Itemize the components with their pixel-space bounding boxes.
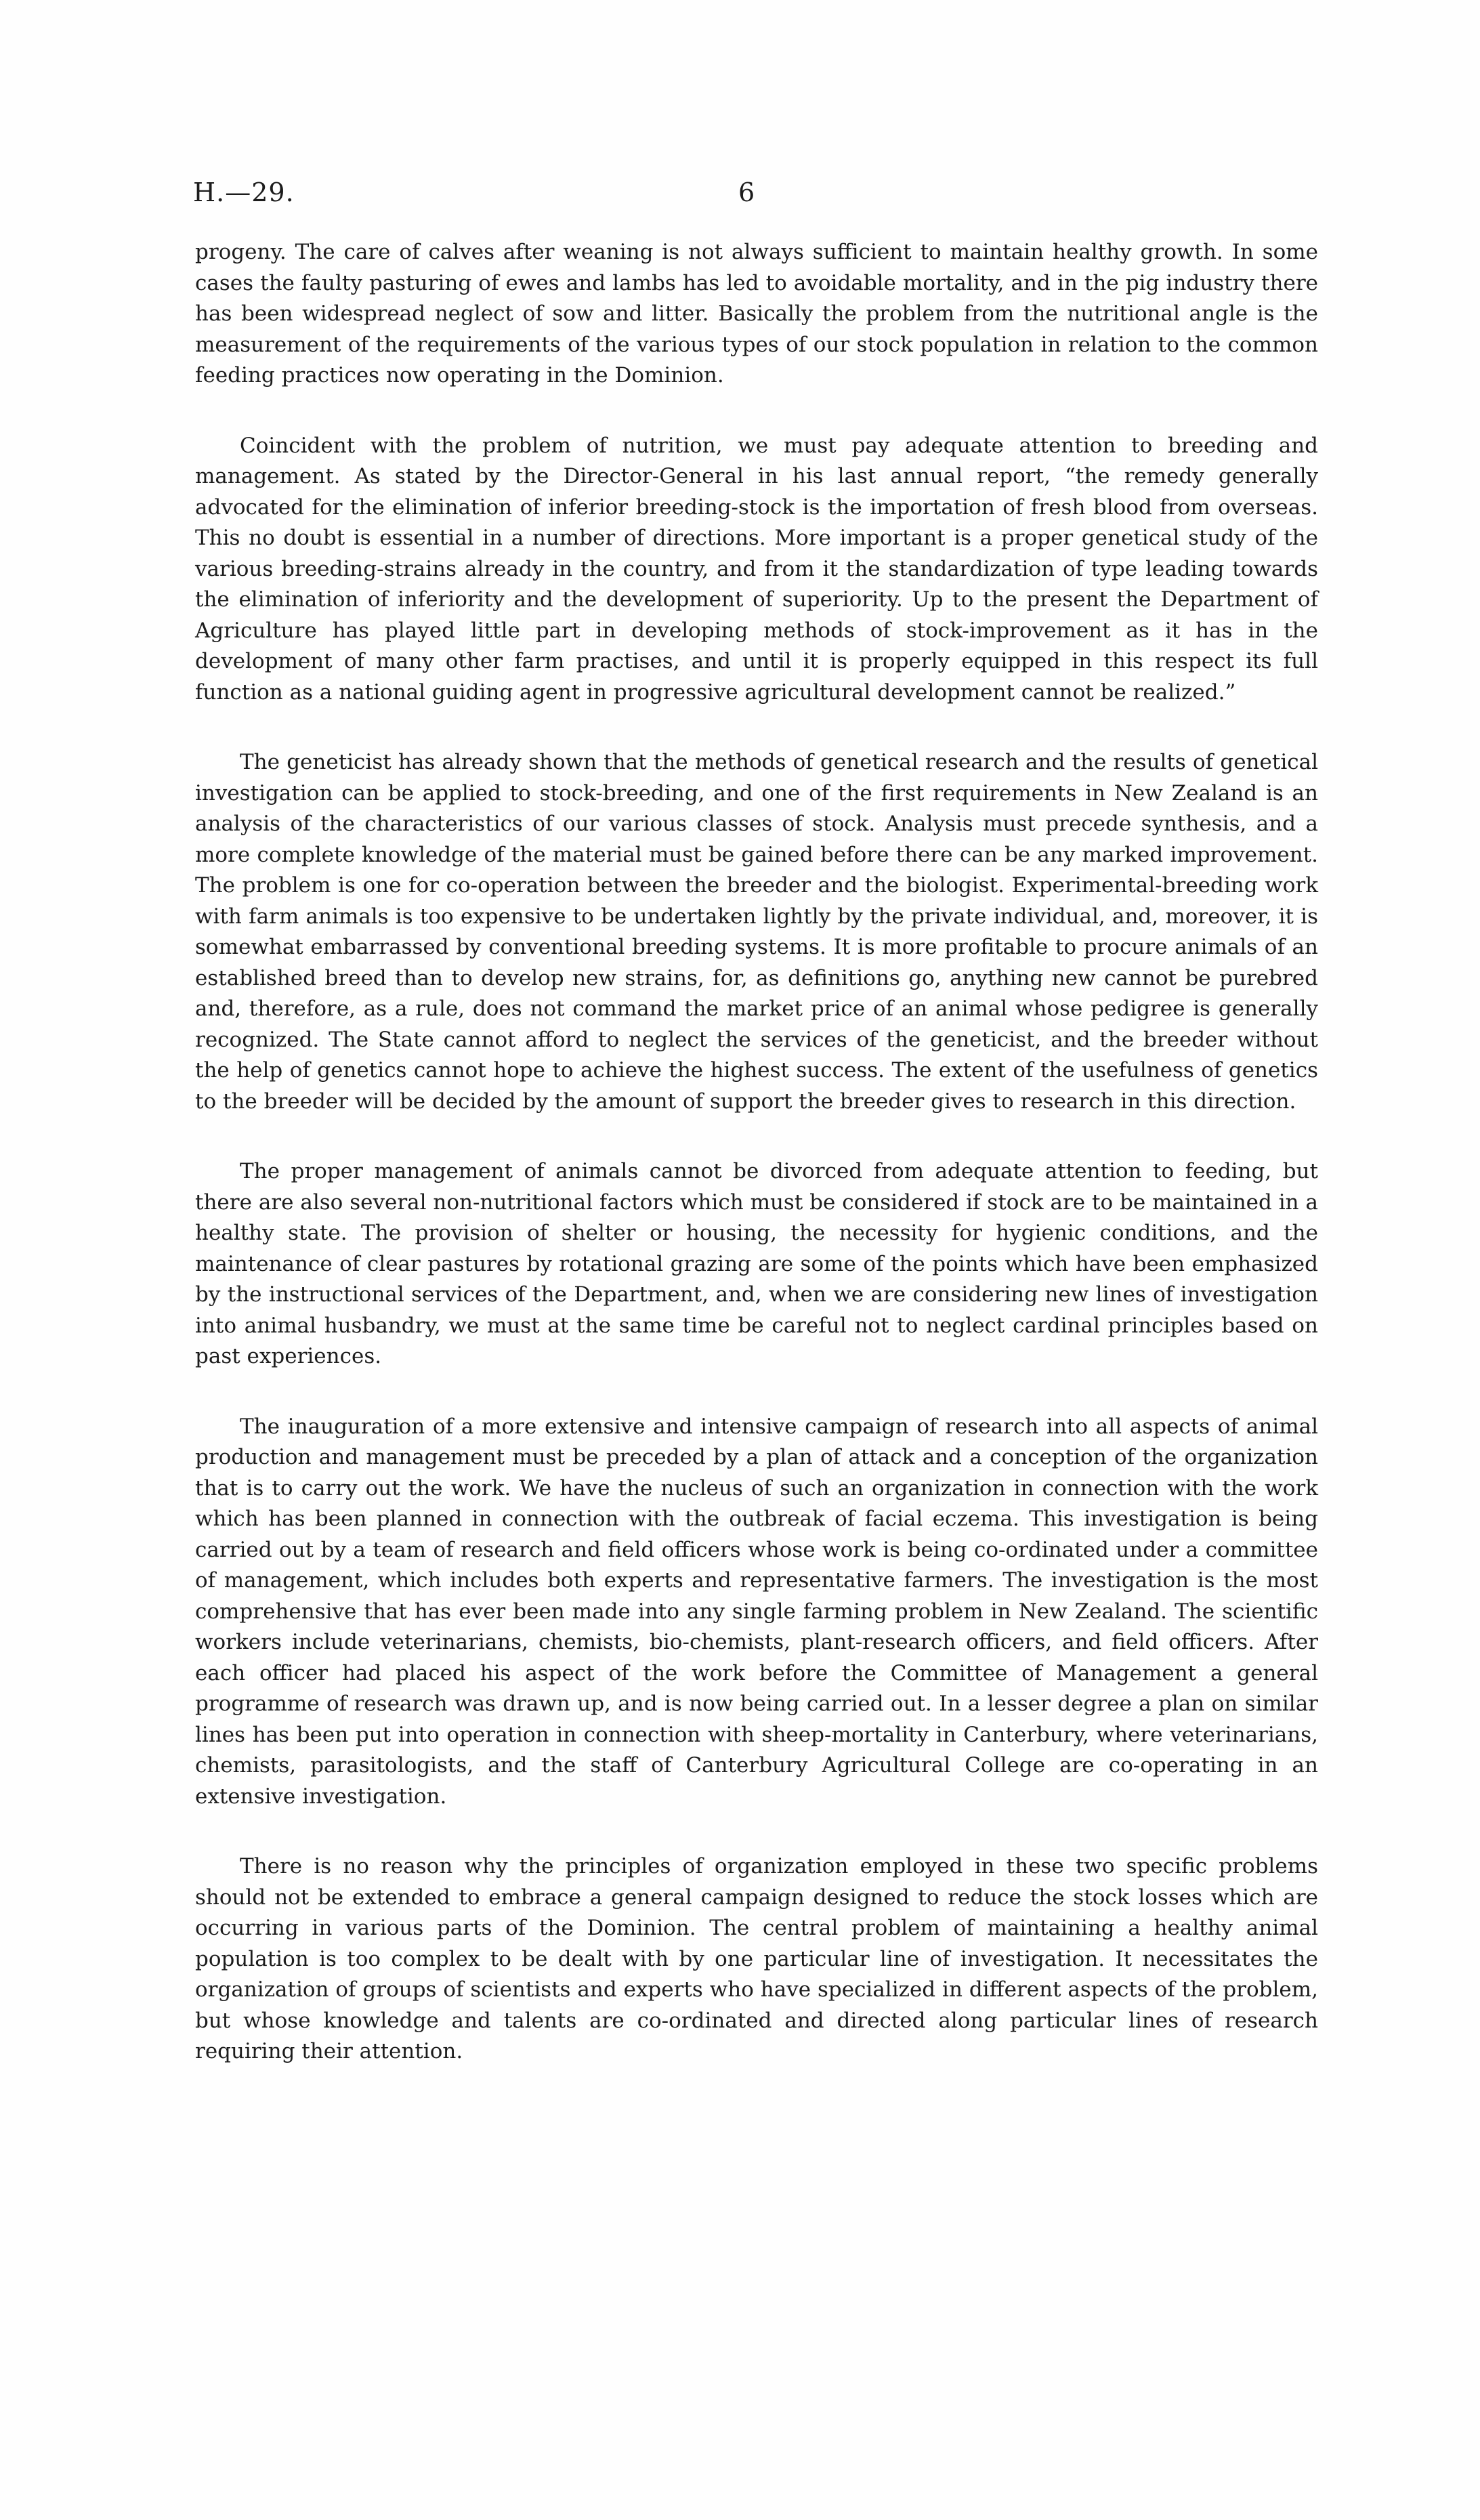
paragraph-breeding-management: Coincident with the problem of nutrition, we must pay adequate attention to breeding and management. As stated by the Director-General in his last annual report, “the remedy generally advocated for the elimination of inferior breeding-stock is the importation of fresh blood from overseas. This no doubt is essential in a number of directions. More important is a proper genetical study of the various breeding-strains already in the country, and from it the standardization of type leading towards the elimination of inferiority and the development of superiority. Up to the present the Department of Agriculture has played little part in developing methods of stock-improvement as it has in the development of many other farm practises, and until it is properly equipped in this respect its full function as a national guiding agent in progressive agricultural development cannot be realized.”	[195, 433, 1318, 705]
paragraph-research-campaign: The inauguration of a more extensive and intensive campaign of research into all aspects of animal production and management must be preceded by a plan of attack and a conception of the organization that is to carry out the work. We have the nucleus of such an organization in connection with the work which has been planned in connection with the outbreak of facial eczema. This investigation is being carried out by a team of research and field officers whose work is being co-ordinated under a committee of management, which includes both experts and representative farmers. The investigation is the most comprehensive that has ever been made into any single farming problem in New Zealand. The scientific workers include veterinarians, chemists, bio-chemists, plant-research officers, and field officers. After each officer had placed his aspect of the work before the Committee of Management a general programme of research was drawn up, and is now being carried out. In a lesser degree a plan on similar lines has been put into operation in connection with sheep-mortality in Canterbury, where veterinarians, chemists, parasitologists, and the staff of Canterbury Agricultural College are co-operating in an extensive investigation.	[195, 1414, 1318, 1809]
paragraph-continued-progeny: progeny. The care of calves after weaning is not always sufficient to maintain healthy growth. In some cases the faulty pasturing of ewes and lambs has led to avoidable mortality, and in the pig industry there has been widespread neglect of sow and litter. Basically the problem from the nutritional angle is the measurement of the requirements of the various types of our stock population in relation to the common feeding practices now operating in the Dominion.	[195, 240, 1318, 387]
paragraph-animal-management: The proper management of animals cannot be divorced from adequate attention to feeding, but there are also several non-nutritional factors which must be considered if stock are to be maintained in a healthy state. The provision of shelter or housing, the necessity for hygienic conditions, and the maintenance of clear pastures by rotational grazing are some of the points which have been emphasized by the instructional services of the Department, and, when we are considering new lines of investigation into animal husbandry, we must at the same time be careful not to neglect cardinal principles based on past experiences.	[195, 1159, 1318, 1368]
paragraph-organization-principles: There is no reason why the principles of organization employed in these two specific problems should not be extended to embrace a general campaign designed to reduce the stock losses which are occurring in various parts of the Dominion. The central problem of maintaining a healthy animal population is too complex to be dealt with by one particular line of investigation. It necessitates the organization of groups of scientists and experts who have specialized in different aspects of the problem, but whose knowledge and talents are co-ordinated and directed along particular lines of research requiring their attention.	[195, 1854, 1318, 2063]
document-reference: H.—29.	[193, 177, 295, 207]
paragraph-geneticist: The geneticist has already shown that the methods of genetical research and the results of genetical investigation can be applied to stock-breeding, and one of the first requirements in New Zealand is an analysis of the characteristics of our various classes of stock. Analysis must precede synthesis, and a more complete knowledge of the material must be gained before there can be any marked improvement. The problem is one for co-operation between the breeder and the biologist. Experimental-breeding work with farm animals is too expensive to be undertaken lightly by the private individual, and, moreover, it is somewhat embarrassed by conventional breeding systems. It is more profitable to procure animals of an established breed than to develop new strains, for, as definitions go, anything new cannot be purebred and, therefore, as a rule, does not command the market price of an animal whose pedigree is generally recognized. The State cannot afford to neglect the services of the geneticist, and the breeder without the help of genetics cannot hope to achieve the highest success. The extent of the usefulness of genetics to the breeder will be decided by the amount of support the breeder gives to research in this direction.	[195, 750, 1318, 1114]
page-number: 6	[738, 177, 755, 207]
body-text	[195, 237, 1318, 2107]
page-header	[0, 177, 1480, 218]
